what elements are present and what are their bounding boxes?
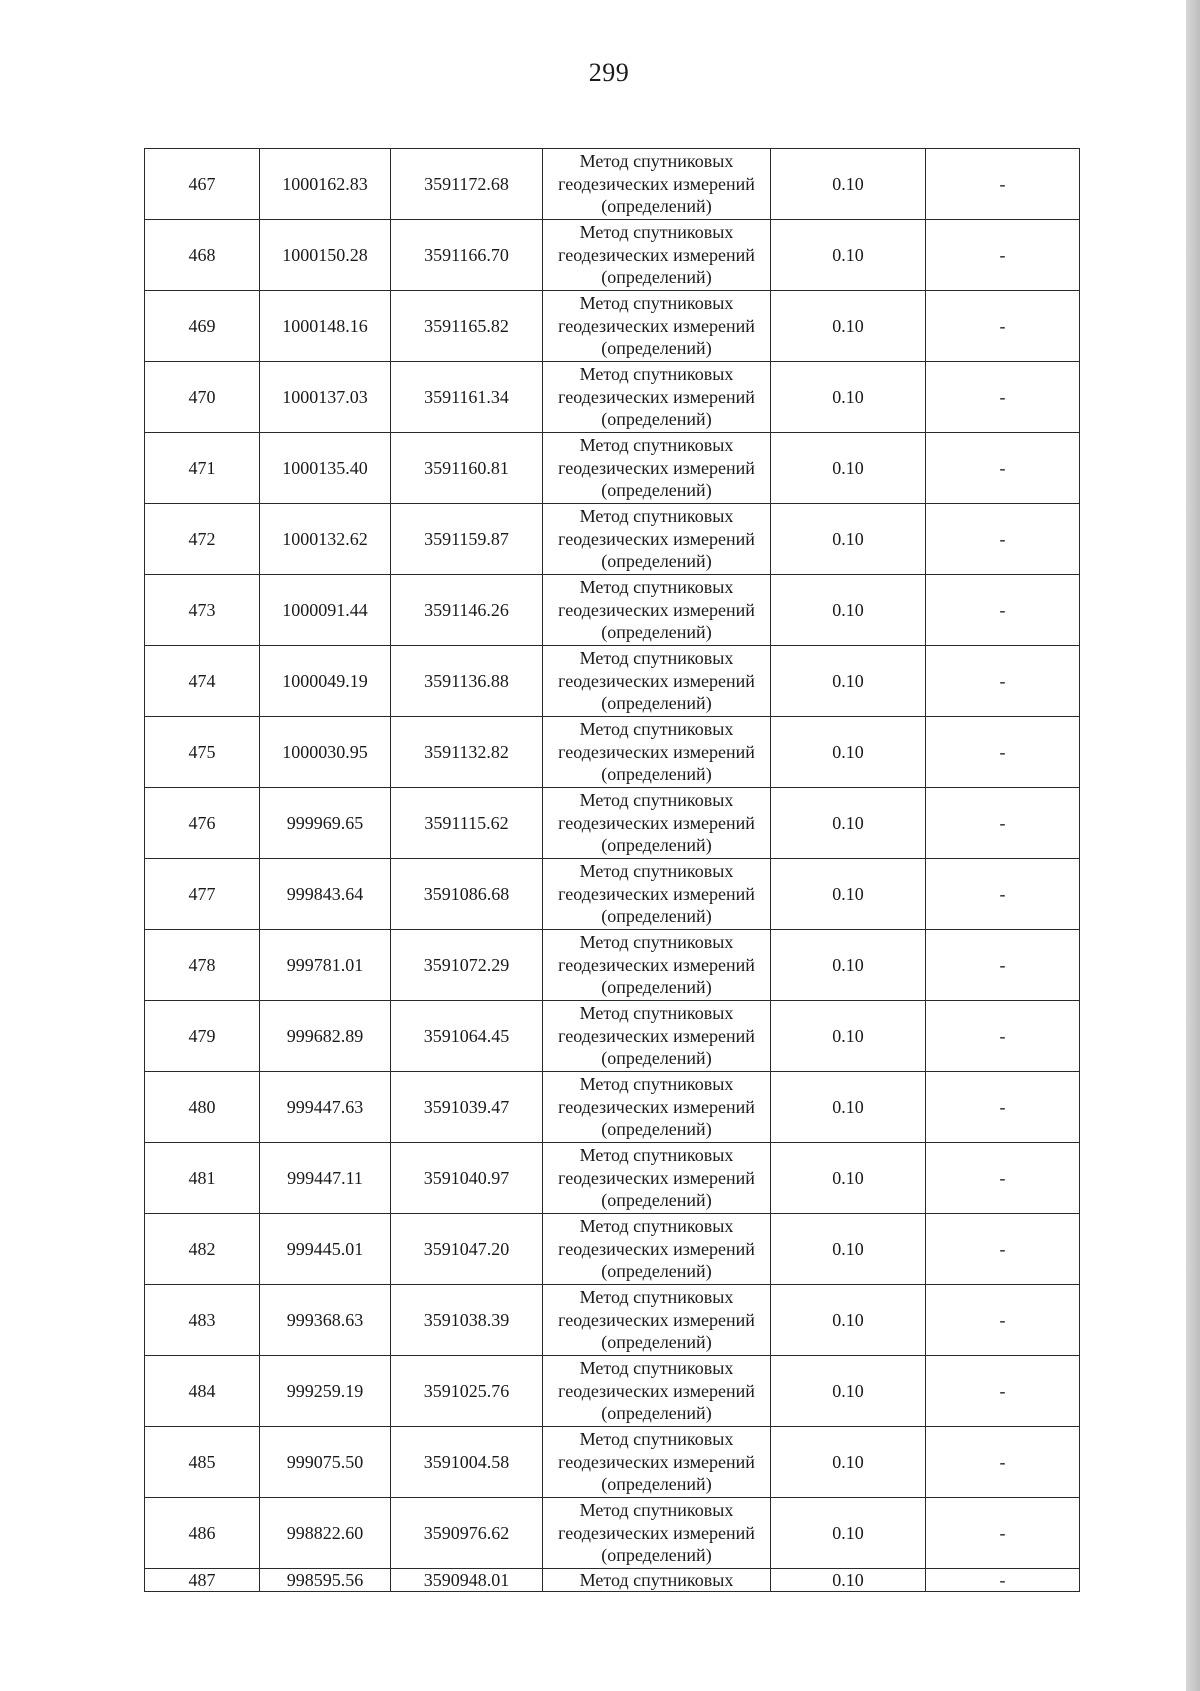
note-cell: - — [926, 1001, 1080, 1072]
x-coordinate-cell: 999259.19 — [260, 1356, 391, 1427]
method-line: геодезических измерений — [558, 244, 755, 265]
point-number-cell: 484 — [145, 1356, 260, 1427]
method-line: геодезических измерений — [558, 1309, 755, 1330]
method-cell — [543, 1427, 771, 1498]
x-coordinate-cell: 999075.50 — [260, 1427, 391, 1498]
accuracy-cell: 0.10 — [771, 646, 926, 717]
method-line: (определений) — [601, 764, 712, 785]
method-line: геодезических измерений — [558, 457, 755, 478]
table-row — [145, 646, 1080, 717]
method-line: Метод спутниковых — [579, 932, 734, 953]
method-cell: Метод спутниковых — [543, 1569, 771, 1592]
table-row — [145, 1214, 1080, 1285]
method-line: (определений) — [601, 1332, 712, 1353]
accuracy-cell: 0.10 — [771, 362, 926, 433]
method-cell — [543, 1356, 771, 1427]
method-cell — [543, 1001, 771, 1072]
y-coordinate-cell: 3591064.45 — [391, 1001, 543, 1072]
table-row — [145, 1498, 1080, 1569]
method-line: (определений) — [601, 480, 712, 501]
accuracy-cell: 0.10 — [771, 788, 926, 859]
page-number: 299 — [588, 58, 630, 87]
x-coordinate-cell: 1000132.62 — [260, 504, 391, 575]
y-coordinate-cell: 3590948.01 — [391, 1569, 543, 1592]
method-line: (определений) — [601, 622, 712, 643]
method-line: (определений) — [601, 835, 712, 856]
note-cell: - — [926, 1427, 1080, 1498]
point-number-cell: 480 — [145, 1072, 260, 1143]
method-line: геодезических измерений — [558, 528, 755, 549]
x-coordinate-cell: 1000137.03 — [260, 362, 391, 433]
method-line: Метод спутниковых — [579, 151, 734, 172]
method-line: геодезических измерений — [558, 670, 755, 691]
method-line: Метод спутниковых — [579, 1287, 734, 1308]
method-line: (определений) — [601, 1190, 712, 1211]
method-line: (определений) — [601, 977, 712, 998]
method-line: Метод спутниковых — [579, 1429, 734, 1450]
method-line: (определений) — [601, 1048, 712, 1069]
y-coordinate-cell: 3591004.58 — [391, 1427, 543, 1498]
method-line: геодезических измерений — [558, 812, 755, 833]
y-coordinate-cell: 3591025.76 — [391, 1356, 543, 1427]
x-coordinate-cell: 1000150.28 — [260, 220, 391, 291]
method-line: Метод спутниковых — [579, 1074, 734, 1095]
y-coordinate-cell: 3591132.82 — [391, 717, 543, 788]
method-line: геодезических измерений — [558, 1025, 755, 1046]
method-cell — [543, 1143, 771, 1214]
method-line: Метод спутниковых — [579, 364, 734, 385]
table-row — [145, 362, 1080, 433]
method-cell — [543, 1072, 771, 1143]
table-row — [145, 1427, 1080, 1498]
method-line: геодезических измерений — [558, 599, 755, 620]
x-coordinate-cell: 1000091.44 — [260, 575, 391, 646]
note-cell: - — [926, 433, 1080, 504]
note-cell: - — [926, 1498, 1080, 1569]
x-coordinate-cell: 999445.01 — [260, 1214, 391, 1285]
accuracy-cell: 0.10 — [771, 1498, 926, 1569]
note-cell: - — [926, 859, 1080, 930]
x-coordinate-cell: 999368.63 — [260, 1285, 391, 1356]
x-coordinate-cell: 1000030.95 — [260, 717, 391, 788]
accuracy-cell: 0.10 — [771, 1569, 926, 1592]
method-cell — [543, 1214, 771, 1285]
table-row — [145, 504, 1080, 575]
method-line: (определений) — [601, 409, 712, 430]
point-number-cell: 487 — [145, 1569, 260, 1592]
method-line: геодезических измерений — [558, 315, 755, 336]
method-line: (определений) — [601, 1474, 712, 1495]
y-coordinate-cell: 3591146.26 — [391, 575, 543, 646]
method-line: геодезических измерений — [558, 954, 755, 975]
y-coordinate-cell: 3591115.62 — [391, 788, 543, 859]
accuracy-cell: 0.10 — [771, 1001, 926, 1072]
table-row — [145, 859, 1080, 930]
method-cell — [543, 859, 771, 930]
table-row — [145, 1569, 1080, 1592]
y-coordinate-cell: 3590976.62 — [391, 1498, 543, 1569]
point-number-cell: 486 — [145, 1498, 260, 1569]
method-line: Метод спутниковых — [579, 1145, 734, 1166]
accuracy-cell: 0.10 — [771, 717, 926, 788]
method-line: Метод спутниковых — [579, 222, 734, 243]
method-line: (определений) — [601, 196, 712, 217]
accuracy-cell: 0.10 — [771, 291, 926, 362]
x-coordinate-cell: 999969.65 — [260, 788, 391, 859]
point-number-cell: 472 — [145, 504, 260, 575]
point-number-cell: 477 — [145, 859, 260, 930]
method-cell — [543, 575, 771, 646]
method-cell — [543, 1285, 771, 1356]
note-cell: - — [926, 149, 1080, 220]
note-cell: - — [926, 504, 1080, 575]
method-cell — [543, 717, 771, 788]
note-cell: - — [926, 717, 1080, 788]
method-line: (определений) — [601, 338, 712, 359]
point-number-cell: 481 — [145, 1143, 260, 1214]
y-coordinate-cell: 3591047.20 — [391, 1214, 543, 1285]
note-cell: - — [926, 220, 1080, 291]
table-row — [145, 149, 1080, 220]
y-coordinate-cell: 3591172.68 — [391, 149, 543, 220]
method-cell — [543, 930, 771, 1001]
method-line: Метод спутниковых — [579, 1003, 734, 1024]
accuracy-cell: 0.10 — [771, 575, 926, 646]
y-coordinate-cell: 3591165.82 — [391, 291, 543, 362]
method-line: (определений) — [601, 1545, 712, 1566]
note-cell: - — [926, 1569, 1080, 1592]
method-line: геодезических измерений — [558, 386, 755, 407]
y-coordinate-cell: 3591159.87 — [391, 504, 543, 575]
method-line: (определений) — [601, 267, 712, 288]
point-number-cell: 485 — [145, 1427, 260, 1498]
table-row — [145, 1143, 1080, 1214]
accuracy-cell: 0.10 — [771, 930, 926, 1001]
method-line: Метод спутниковых — [579, 648, 734, 669]
method-line: Метод спутниковых — [579, 1358, 734, 1379]
accuracy-cell: 0.10 — [771, 1285, 926, 1356]
method-line: геодезических измерений — [558, 1167, 755, 1188]
y-coordinate-cell: 3591072.29 — [391, 930, 543, 1001]
table-row — [145, 717, 1080, 788]
point-number-cell: 478 — [145, 930, 260, 1001]
table-row — [145, 930, 1080, 1001]
table-row — [145, 1001, 1080, 1072]
x-coordinate-cell: 999781.01 — [260, 930, 391, 1001]
method-line: Метод спутниковых — [579, 790, 734, 811]
point-number-cell: 470 — [145, 362, 260, 433]
table-row — [145, 1285, 1080, 1356]
accuracy-cell: 0.10 — [771, 1214, 926, 1285]
method-cell — [543, 504, 771, 575]
page-edge-shadow — [1186, 0, 1200, 1691]
point-number-cell: 467 — [145, 149, 260, 220]
point-number-cell: 473 — [145, 575, 260, 646]
method-line: (определений) — [601, 1261, 712, 1282]
method-line: геодезических измерений — [558, 1096, 755, 1117]
note-cell: - — [926, 1143, 1080, 1214]
method-line: геодезических измерений — [558, 883, 755, 904]
table-row — [145, 433, 1080, 504]
note-cell: - — [926, 788, 1080, 859]
method-cell — [543, 220, 771, 291]
point-number-cell: 468 — [145, 220, 260, 291]
accuracy-cell: 0.10 — [771, 1427, 926, 1498]
x-coordinate-cell: 1000162.83 — [260, 149, 391, 220]
accuracy-cell: 0.10 — [771, 433, 926, 504]
method-line: геодезических измерений — [558, 1380, 755, 1401]
x-coordinate-cell: 999682.89 — [260, 1001, 391, 1072]
point-number-cell: 479 — [145, 1001, 260, 1072]
point-number-cell: 475 — [145, 717, 260, 788]
method-cell — [543, 362, 771, 433]
x-coordinate-cell: 998822.60 — [260, 1498, 391, 1569]
method-line: (определений) — [601, 1403, 712, 1424]
accuracy-cell: 0.10 — [771, 220, 926, 291]
accuracy-cell: 0.10 — [771, 1356, 926, 1427]
method-line: геодезических измерений — [558, 173, 755, 194]
method-line: Метод спутниковых — [579, 506, 734, 527]
y-coordinate-cell: 3591160.81 — [391, 433, 543, 504]
x-coordinate-cell: 999843.64 — [260, 859, 391, 930]
point-number-cell: 476 — [145, 788, 260, 859]
method-line: Метод спутниковых — [579, 435, 734, 456]
note-cell: - — [926, 1072, 1080, 1143]
method-line: геодезических измерений — [558, 741, 755, 762]
coordinates-table — [144, 148, 1080, 1592]
accuracy-cell: 0.10 — [771, 859, 926, 930]
accuracy-cell: 0.10 — [771, 149, 926, 220]
x-coordinate-cell: 1000148.16 — [260, 291, 391, 362]
y-coordinate-cell: 3591040.97 — [391, 1143, 543, 1214]
method-cell — [543, 1498, 771, 1569]
x-coordinate-cell: 999447.63 — [260, 1072, 391, 1143]
note-cell: - — [926, 646, 1080, 717]
note-cell: - — [926, 1356, 1080, 1427]
method-cell — [543, 149, 771, 220]
note-cell: - — [926, 1285, 1080, 1356]
table-row — [145, 220, 1080, 291]
table-row — [145, 575, 1080, 646]
method-line: Метод спутниковых — [579, 1216, 734, 1237]
x-coordinate-cell: 999447.11 — [260, 1143, 391, 1214]
x-coordinate-cell: 998595.56 — [260, 1569, 391, 1592]
table-row — [145, 788, 1080, 859]
method-line: (определений) — [601, 1119, 712, 1140]
point-number-cell: 482 — [145, 1214, 260, 1285]
note-cell: - — [926, 362, 1080, 433]
y-coordinate-cell: 3591039.47 — [391, 1072, 543, 1143]
y-coordinate-cell: 3591161.34 — [391, 362, 543, 433]
method-cell — [543, 788, 771, 859]
x-coordinate-cell: 1000049.19 — [260, 646, 391, 717]
table-row — [145, 291, 1080, 362]
point-number-cell: 471 — [145, 433, 260, 504]
y-coordinate-cell: 3591086.68 — [391, 859, 543, 930]
method-line: (определений) — [601, 906, 712, 927]
y-coordinate-cell: 3591136.88 — [391, 646, 543, 717]
method-cell — [543, 291, 771, 362]
method-line: Метод спутниковых — [579, 577, 734, 598]
y-coordinate-cell: 3591038.39 — [391, 1285, 543, 1356]
y-coordinate-cell: 3591166.70 — [391, 220, 543, 291]
accuracy-cell: 0.10 — [771, 1072, 926, 1143]
method-cell — [543, 433, 771, 504]
method-line: геодезических измерений — [558, 1238, 755, 1259]
point-number-cell: 474 — [145, 646, 260, 717]
x-coordinate-cell: 1000135.40 — [260, 433, 391, 504]
point-number-cell: 469 — [145, 291, 260, 362]
table-row — [145, 1356, 1080, 1427]
method-line: (определений) — [601, 693, 712, 714]
method-line: Метод спутниковых — [579, 861, 734, 882]
note-cell: - — [926, 575, 1080, 646]
accuracy-cell: 0.10 — [771, 1143, 926, 1214]
table-row — [145, 1072, 1080, 1143]
note-cell: - — [926, 930, 1080, 1001]
method-line: геодезических измерений — [558, 1522, 755, 1543]
table-body — [145, 149, 1080, 1592]
method-cell — [543, 646, 771, 717]
accuracy-cell: 0.10 — [771, 504, 926, 575]
method-line: Метод спутниковых — [579, 293, 734, 314]
method-line: геодезических измерений — [558, 1451, 755, 1472]
method-line: Метод спутниковых — [579, 1500, 734, 1521]
method-line: Метод спутниковых — [579, 719, 734, 740]
point-number-cell: 483 — [145, 1285, 260, 1356]
method-line: (определений) — [601, 551, 712, 572]
note-cell: - — [926, 291, 1080, 362]
note-cell: - — [926, 1214, 1080, 1285]
